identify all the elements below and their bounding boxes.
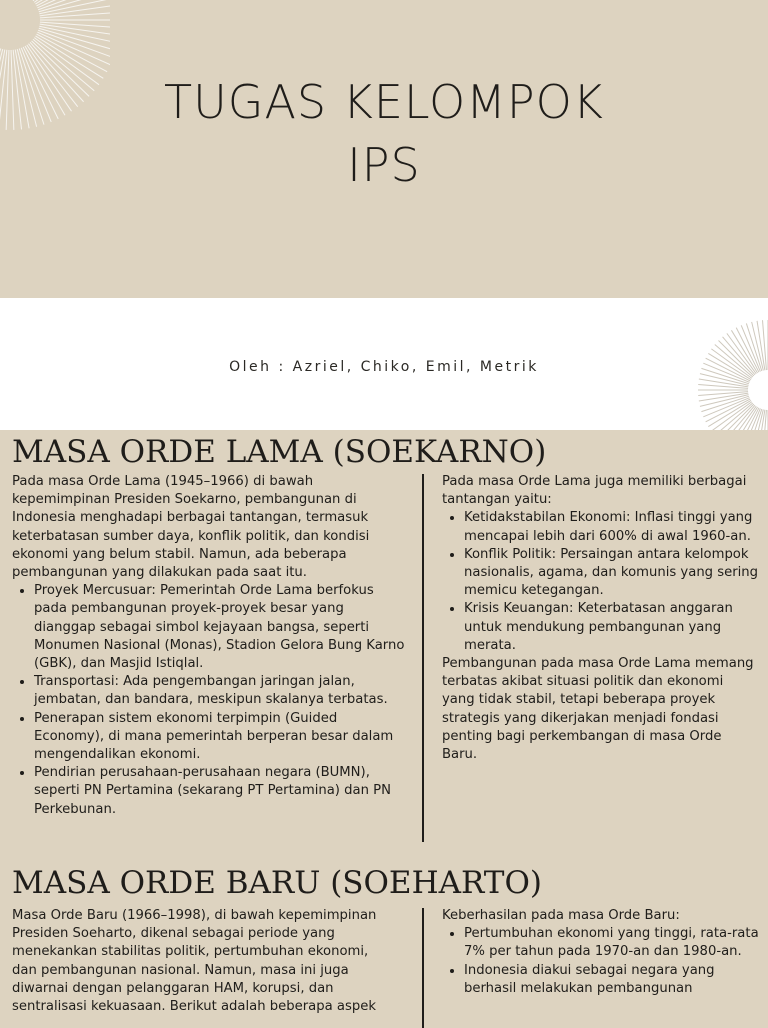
list-item: • Penerapan sistem ekonomi terpimpin (Guided Economy), di mana pemerintah berperan besar dalam mengendalikan ekonomi. xyxy=(34,710,407,765)
challenges-intro: Pada masa Orde Lama juga memiliki berbagai tantangan yaitu: xyxy=(442,474,747,508)
page-title-line-1: TUGAS KELOMPOK xyxy=(164,75,604,129)
challenges-list xyxy=(442,509,760,655)
byline-band xyxy=(0,298,768,430)
orde-lama-left-column xyxy=(12,473,407,819)
list-item: • Ketidakstabilan Ekonomi: Inflasi tinggi yang mencapai lebih dari 600% di awal 1960-an. xyxy=(464,509,760,545)
sunburst-decoration-right xyxy=(698,320,768,430)
page-title-line-2: IPS xyxy=(347,138,421,192)
section-title-orde-baru: MASA ORDE BARU (SOEHARTO) xyxy=(12,865,542,901)
achievements-intro: Keberhasilan pada masa Orde Baru: xyxy=(442,908,680,923)
list-item: • Transportasi: Ada pengembangan jaringan jalan, jembatan, dan bandara, meskipun skalanya terbatas. xyxy=(34,673,407,709)
list-item: • Konflik Politik: Persaingan antara kelompok nasionalis, agama, dan komunis yang sering memicu ketegangan. xyxy=(464,546,760,601)
orde-baru-left-column xyxy=(12,907,397,1016)
column-divider xyxy=(422,474,424,842)
orde-lama-intro: Pada masa Orde Lama (1945–1966) di bawah kepemimpinan Presiden Soekarno, pembangunan di Indonesia menghadapi berbagai tantangan, termasuk keterbatasan sumber daya, konflik politik, dan kondisi ekonomi yang belum stabil. Namun, ada beberapa pembangunan yang dilakukan pada saat itu. xyxy=(12,474,370,581)
title-area xyxy=(0,0,768,298)
list-item: • Indonesia diakui sebagai negara yang berhasil melakukan pembangunan xyxy=(464,962,760,998)
list-item: • Proyek Mercusuar: Pemerintah Orde Lama berfokus pada pembangunan proyek-proyek besar yang dianggap sebagai simbol kejayaan bangsa, seperti Monumen Nasional (Monas), Stadion Gelora Bung Karno (GBK), dan Masjid Istiqlal. xyxy=(34,582,407,673)
section-title-orde-lama: MASA ORDE LAMA (SOEKARNO) xyxy=(12,434,547,470)
list-item: • Pertumbuhan ekonomi yang tinggi, rata-rata 7% per tahun pada 1970-an dan 1980-an. xyxy=(464,925,760,961)
column-divider xyxy=(422,908,424,1028)
orde-lama-right-column xyxy=(442,473,760,764)
authors-byline: Oleh : Azriel, Chiko, Emil, Metrik xyxy=(229,359,539,375)
achievements-list xyxy=(442,925,760,998)
orde-lama-development-list xyxy=(12,582,407,819)
orde-lama-conclusion: Pembangunan pada masa Orde Lama memang terbatas akibat situasi politik dan ekonomi yang tidak stabil, tetapi beberapa proyek strategis yang dikerjakan menjadi fondasi penting bagi perkembangan di masa Orde Baru. xyxy=(442,656,754,763)
orde-baru-intro: Masa Orde Baru (1966–1998), di bawah kepemimpinan Presiden Soeharto, dikenal sebagai periode yang menekankan stabilitas politik, pertumbuhan ekonomi, dan pembangunan nasional. Namun, masa ini juga diwarnai dengan pelanggaran HAM, korupsi, dan sentralisasi kekuasaan. Berikut adalah beberapa aspek xyxy=(12,908,377,1015)
list-item: • Krisis Keuangan: Keterbatasan anggaran untuk mendukung pembangunan yang merata. xyxy=(464,600,760,655)
orde-baru-right-column xyxy=(442,907,760,998)
list-item: • Pendirian perusahaan-perusahaan negara (BUMN), seperti PN Pertamina (sekarang PT Pertamina) dan PN Perkebunan. xyxy=(34,764,407,819)
